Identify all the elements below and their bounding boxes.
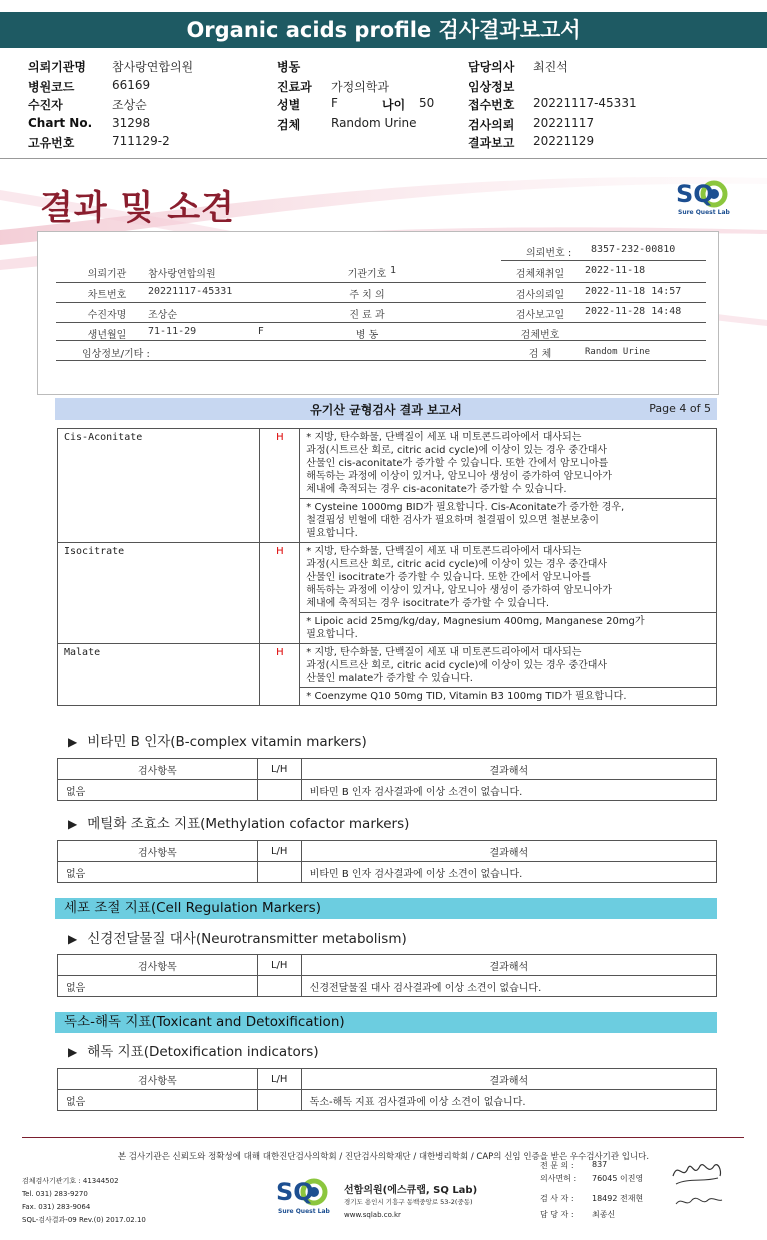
header-item: 검사항목 — [58, 955, 258, 976]
results-table — [57, 428, 717, 706]
result-recommendation — [300, 613, 717, 644]
description-line: 해독하는 과정에 이상이 있거나, 암모니아 생성이 증가하여 암모니아가 — [306, 585, 612, 596]
section-bar: 독소-해독 지표(Toxicant and Detoxification) — [55, 1012, 717, 1033]
cell-lh — [257, 780, 301, 801]
description-line: 체내에 축적되는 경우 isocitrate가 증가할 수 있습니다. — [306, 598, 550, 609]
info-label: 기관기호 — [347, 269, 387, 280]
header-value: 조상순 — [112, 98, 147, 112]
description-line: 산물인 cis-aconitate가 증가할 수 있습니다. 또한 간에서 암모니아를 — [306, 458, 609, 469]
info-label: 검체번호 — [520, 330, 560, 341]
section-table — [57, 1068, 717, 1111]
triangle-right-icon: ▶ — [68, 735, 78, 749]
footer-contact-line: 검체검사기관기호 : 41344502 — [22, 1177, 119, 1185]
cell-interpretation: 비타민 B 인자 검사결과에 이상 소견이 없습니다. — [301, 862, 716, 883]
header-value: 가정의학과 — [331, 80, 389, 94]
info-value: 1 — [390, 265, 397, 276]
result-recommendation — [300, 688, 717, 706]
result-description — [300, 543, 717, 613]
info-grid-line — [56, 282, 706, 283]
org-name: 선함의원(에스큐랩, SQ Lab) — [344, 1185, 478, 1196]
age-label: 나이 — [382, 98, 406, 112]
header-label: 검사의뢰 — [468, 118, 515, 132]
table-header-row — [58, 759, 717, 780]
header-label: 결과보고 — [468, 136, 515, 150]
recommendation-line: 철결핍성 빈혈에 대한 검사가 필요하며 철결핍이 있으면 철분보충이 — [306, 515, 600, 526]
description-line: * 지방, 탄수화물, 단백질이 세포 내 미토콘드리아에서 대사되는 — [306, 432, 582, 443]
table-row — [58, 976, 717, 997]
info-label: 의뢰기관 — [87, 269, 127, 280]
header-value: 31298 — [112, 116, 151, 130]
section-heading — [68, 927, 407, 947]
header-interpretation: 결과해석 — [301, 841, 716, 862]
header-value: 20221129 — [533, 134, 595, 148]
section-table — [57, 954, 717, 997]
sq-logo-caption: Sure Quest Lab — [678, 209, 730, 216]
info-label: 수진자명 — [87, 310, 127, 321]
info-box — [37, 231, 719, 395]
cell-item: 없음 — [58, 1090, 258, 1111]
staff-value: 18492 전재현 — [592, 1194, 644, 1203]
section-table — [57, 840, 717, 883]
description-line: 해독하는 과정에 이상이 있거나, 암모니아 생성이 증가하여 암모니아가 — [306, 471, 612, 482]
description-line: 산물인 isocitrate가 증가할 수 있습니다. 또한 간에서 암모니아를 — [306, 572, 591, 583]
table-header-row — [58, 955, 717, 976]
recommendation-line: * Cysteine 1000mg BID가 필요합니다. Cis-Aconitate가 증가한 경우, — [306, 502, 625, 513]
info-label: 검사보고일 — [515, 310, 565, 321]
triangle-right-icon: ▶ — [68, 932, 78, 946]
cell-item: 없음 — [58, 862, 258, 883]
header-interpretation: 결과해석 — [301, 955, 716, 976]
header-label: 성별 — [277, 98, 301, 112]
info-value: 20221117-45331 — [148, 286, 233, 297]
info-label: 검사의뢰일 — [515, 290, 565, 301]
info-grid-line — [56, 302, 706, 303]
cell-interpretation: 신경전달물질 대사 검사결과에 이상 소견이 없습니다. — [301, 976, 716, 997]
result-flag: H — [260, 644, 300, 706]
header-label: 의뢰기관명 — [28, 60, 86, 74]
header-item: 검사항목 — [58, 1069, 258, 1090]
header-value: 20221117 — [533, 116, 595, 130]
section-heading-text: 해독 지표(Detoxification indicators) — [87, 1044, 319, 1060]
certification-note: 본 검사기관은 신뢰도와 정확성에 대해 대한진단검사의학회 / 진단검사의학재단 / 대한병리학회 / CAP의 신임 인증을 받은 우수검사기관 입니다. — [117, 1152, 650, 1162]
result-name: Isocitrate — [58, 543, 260, 644]
header-value: 66169 — [112, 78, 151, 92]
page-indicator: Page 4 of 5 — [649, 402, 711, 415]
section-heading — [68, 1040, 319, 1060]
staff-value: 최종신 — [592, 1210, 616, 1219]
header-value: 711129-2 — [112, 134, 170, 148]
header-label: 접수번호 — [468, 98, 515, 112]
footer-logo — [276, 1178, 332, 1215]
header-label: 고유번호 — [28, 136, 75, 150]
birth-sex: F — [258, 326, 264, 337]
sq-logo-mark: SQ — [676, 180, 714, 208]
cell-lh — [257, 862, 301, 883]
request-no: 8357-232-00810 — [591, 244, 676, 255]
sq-footer-caption: Sure Quest Lab — [278, 1208, 330, 1215]
section-heading — [68, 812, 409, 832]
staff-label: 의사면허 : — [540, 1174, 577, 1183]
description-line: 과정(시트르산 회로, citric acid cycle)에 이상이 있는 경우 중간대사 — [306, 445, 608, 456]
section-heading — [68, 730, 367, 750]
staff-value: 837 — [592, 1160, 608, 1169]
header-label: 임상정보 — [468, 80, 515, 94]
org-address: 경기도 용인시 기흥구 동백중앙로 53-2(중동) — [344, 1198, 473, 1206]
header-value: 참사랑연합의원 — [112, 60, 194, 74]
recommendation-line: 필요합니다. — [306, 629, 358, 640]
info-label: 주 치 의 — [349, 290, 385, 301]
result-row — [58, 644, 717, 688]
info-grid — [38, 232, 718, 394]
footer-contact — [22, 1175, 146, 1227]
header-value: F — [331, 96, 338, 110]
info-value: 2022-11-18 14:57 — [585, 286, 682, 297]
section-heading-text: 비타민 B 인자(B-complex vitamin markers) — [87, 734, 367, 750]
section-heading-text: 신경전달물질 대사(Neurotransmitter metabolism) — [87, 931, 407, 947]
info-label: 병 동 — [355, 330, 379, 341]
footer-contact-line: Tel. 031) 283-9270 — [22, 1190, 88, 1198]
header-lh: L/H — [257, 1069, 301, 1090]
result-description — [300, 429, 717, 499]
header-item: 검사항목 — [58, 759, 258, 780]
cell-lh — [257, 1090, 301, 1111]
header-value: Random Urine — [331, 116, 417, 130]
recommendation-line: * Lipoic acid 25mg/kg/day, Magnesium 400mg, Manganese 20mg가 — [306, 616, 645, 627]
header-item: 검사항목 — [58, 841, 258, 862]
report-banner-title: Organic acids profile 검사결과보고서 — [0, 12, 767, 48]
age-value: 50 — [419, 96, 435, 110]
result-flag: H — [260, 429, 300, 543]
info-label: 차트번호 — [87, 290, 127, 301]
section-table — [57, 758, 717, 801]
specimen-value: Random Urine — [585, 347, 651, 357]
description-line: 체내에 축적되는 경우 cis-aconitate가 증가할 수 있습니다. — [306, 484, 567, 495]
header-label: 수진자 — [28, 98, 63, 112]
recommendation-line: * Coenzyme Q10 50mg TID, Vitamin B3 100mg TID가 필요합니다. — [306, 691, 627, 702]
recommendation-line: 필요합니다. — [306, 528, 358, 539]
info-label: 생년월일 — [87, 330, 127, 341]
cell-lh — [257, 976, 301, 997]
info-label: 검체채취일 — [515, 269, 565, 280]
info-value: 2022-11-28 14:48 — [585, 306, 682, 317]
description-line: 과정(시트르산 회로, citric acid cycle)에 이상이 있는 경우 중간대사 — [306, 559, 608, 570]
org-website: www.sqlab.co.kr — [344, 1211, 401, 1219]
cell-interpretation: 독소-해독 지표 검사결과에 이상 소견이 없습니다. — [301, 1090, 716, 1111]
header-value: 20221117-45331 — [533, 96, 637, 110]
sq-footer-mark: SQ — [276, 1178, 314, 1206]
info-value: 2022-11-18 — [585, 265, 646, 276]
header-interpretation: 결과해석 — [301, 759, 716, 780]
info-grid-line — [56, 360, 706, 361]
staff-label: 검 사 자 : — [540, 1194, 574, 1203]
info-value: 참사랑연합의원 — [148, 269, 216, 280]
specimen-label: 검 체 — [528, 349, 552, 360]
header-label: Chart No. — [28, 116, 93, 130]
header-label: 진료과 — [277, 80, 312, 94]
header-label: 병원코드 — [28, 80, 75, 94]
info-value: 71-11-29 — [148, 326, 197, 337]
footer-contact-line: SQL-검사결과-09 Rev.(0) 2017.02.10 — [22, 1216, 146, 1224]
table-header-row — [58, 1069, 717, 1090]
description-line: 과정(시트르산 회로, citric acid cycle)에 이상이 있는 경우 중간대사 — [306, 660, 608, 671]
result-name: Malate — [58, 644, 260, 706]
result-flag: H — [260, 543, 300, 644]
description-line: * 지방, 탄수화물, 단백질이 세포 내 미토콘드리아에서 대사되는 — [306, 546, 582, 557]
info-grid-line — [501, 260, 706, 261]
signature-icon — [668, 1156, 728, 1226]
sq-logo — [676, 180, 732, 220]
staff-value: 76045 이진영 — [592, 1174, 644, 1183]
cell-item: 없음 — [58, 780, 258, 801]
result-recommendation — [300, 499, 717, 543]
header-lh: L/H — [257, 841, 301, 862]
triangle-right-icon: ▶ — [68, 817, 78, 831]
section-bar: 세포 조절 지표(Cell Regulation Markers) — [55, 898, 717, 919]
staff-label: 담 당 자 : — [540, 1210, 574, 1219]
table-row — [58, 1090, 717, 1111]
info-label: 진 료 과 — [349, 310, 385, 321]
triangle-right-icon: ▶ — [68, 1045, 78, 1059]
description-line: * 지방, 탄수화물, 단백질이 세포 내 미토콘드리아에서 대사되는 — [306, 647, 582, 658]
info-value: 조상순 — [148, 310, 177, 321]
header-label: 병동 — [277, 60, 301, 74]
section-heading-text: 메틸화 조효소 지표(Methylation cofactor markers) — [87, 816, 410, 832]
cell-item: 없음 — [58, 976, 258, 997]
header-value: 최진석 — [533, 60, 568, 74]
footer-divider — [22, 1137, 744, 1138]
header-divider — [0, 158, 767, 159]
report-title: 유기산 균형검사 결과 보고서 — [310, 403, 462, 417]
result-description — [300, 644, 717, 688]
table-row — [58, 780, 717, 801]
result-name: Cis-Aconitate — [58, 429, 260, 543]
header-label: 검체 — [277, 118, 301, 132]
header-interpretation: 결과해석 — [301, 1069, 716, 1090]
cell-interpretation: 비타민 B 인자 검사결과에 이상 소견이 없습니다. — [301, 780, 716, 801]
info-grid-line — [56, 322, 706, 323]
header-label: 담당의사 — [468, 60, 515, 74]
result-row — [58, 543, 717, 613]
result-row — [58, 429, 717, 499]
clinical-info-label: 임상정보/기타 : — [82, 349, 150, 360]
patient-header — [0, 54, 767, 154]
header-lh: L/H — [257, 955, 301, 976]
table-header-row — [58, 841, 717, 862]
description-line: 산물인 malate가 증가할 수 있습니다. — [306, 673, 473, 684]
report-header-bar — [55, 398, 717, 420]
result-title: 결과 및 소견 — [40, 188, 235, 228]
request-no-label: 의뢰번호 : — [526, 248, 572, 259]
header-lh: L/H — [257, 759, 301, 780]
staff-label: 전 문 의 : — [540, 1161, 574, 1170]
footer-contact-line: Fax. 031) 283-9064 — [22, 1203, 91, 1211]
table-row — [58, 862, 717, 883]
